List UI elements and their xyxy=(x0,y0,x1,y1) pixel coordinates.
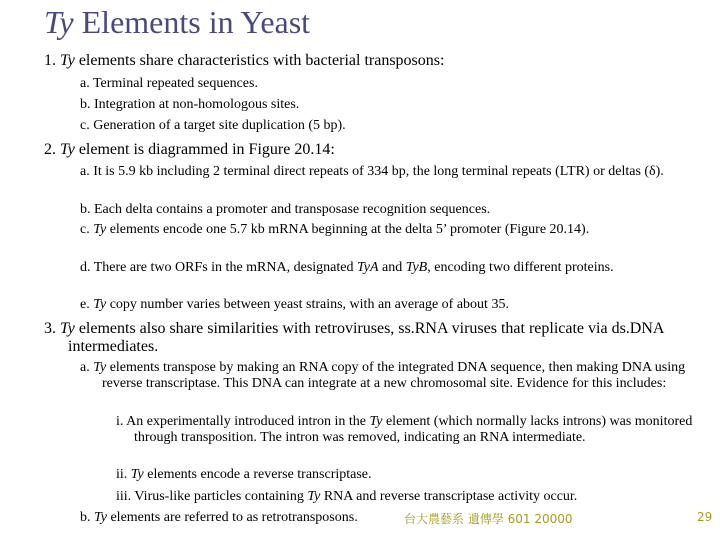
point-3-evidence-iii: iii. Virus-like particles containing Ty RNA and reverse transcriptase activity occur. xyxy=(116,489,578,504)
slide-title: Ty Elements in Yeast xyxy=(44,4,311,40)
point-3-evidence-ii: ii. Ty elements encode a reverse transcriptase. xyxy=(116,467,372,482)
point-2-item-e: e. Ty copy number varies between yeast strains, with an average of about 35. xyxy=(80,297,509,312)
point-1: 1. Ty elements share characteristics with bacterial transposons: xyxy=(44,52,445,69)
point-2: 2. Ty element is diagrammed in Figure 20.14: xyxy=(44,141,335,158)
page-number: 29 xyxy=(697,510,713,524)
point-2-item-d: d. There are two ORFs in the mRNA, designated TyA and TyB, encoding two different proteins. xyxy=(80,260,614,275)
point-2-item-b: b. Each delta contains a promoter and transposase recognition sequences. xyxy=(80,202,491,217)
point-3-item-a: a. Ty elements transpose by making an RNA copy of the integrated DNA sequence, then making DNA using reverse transcriptase. This DNA can integrate at a new chromosomal site. Evidence for this includes: xyxy=(80,360,686,391)
point-3-evidence-i: i. An experimentally introduced intron in the Ty element (which normally lacks introns) was monitored through transposition. The intron was removed, indicating an RNA intermediate. xyxy=(116,414,693,445)
point-2-item-a: a. It is 5.9 kb including 2 terminal direct repeats of 334 bp, the long terminal repeats (LTR) or deltas (δ). xyxy=(80,164,664,179)
point-1-item-b: b. Integration at non-homologous sites. xyxy=(80,97,300,112)
point-1-item-c: c. Generation of a target site duplication (5 bp). xyxy=(80,118,346,133)
point-2-item-c: c. Ty elements encode one 5.7 kb mRNA beginning at the delta 5’ promoter (Figure 20.14). xyxy=(80,222,590,237)
slide-footer: 台大農藝系 遺傳學 601 20000 xyxy=(404,512,573,526)
point-1-item-a: a. Terminal repeated sequences. xyxy=(80,76,258,91)
point-3: 3. Ty elements also share similarities with retroviruses, ss.RNA viruses that replicate via ds.DNA intermediates. xyxy=(44,320,664,355)
point-3-item-b: b. Ty elements are referred to as retrotransposons. xyxy=(80,510,358,525)
